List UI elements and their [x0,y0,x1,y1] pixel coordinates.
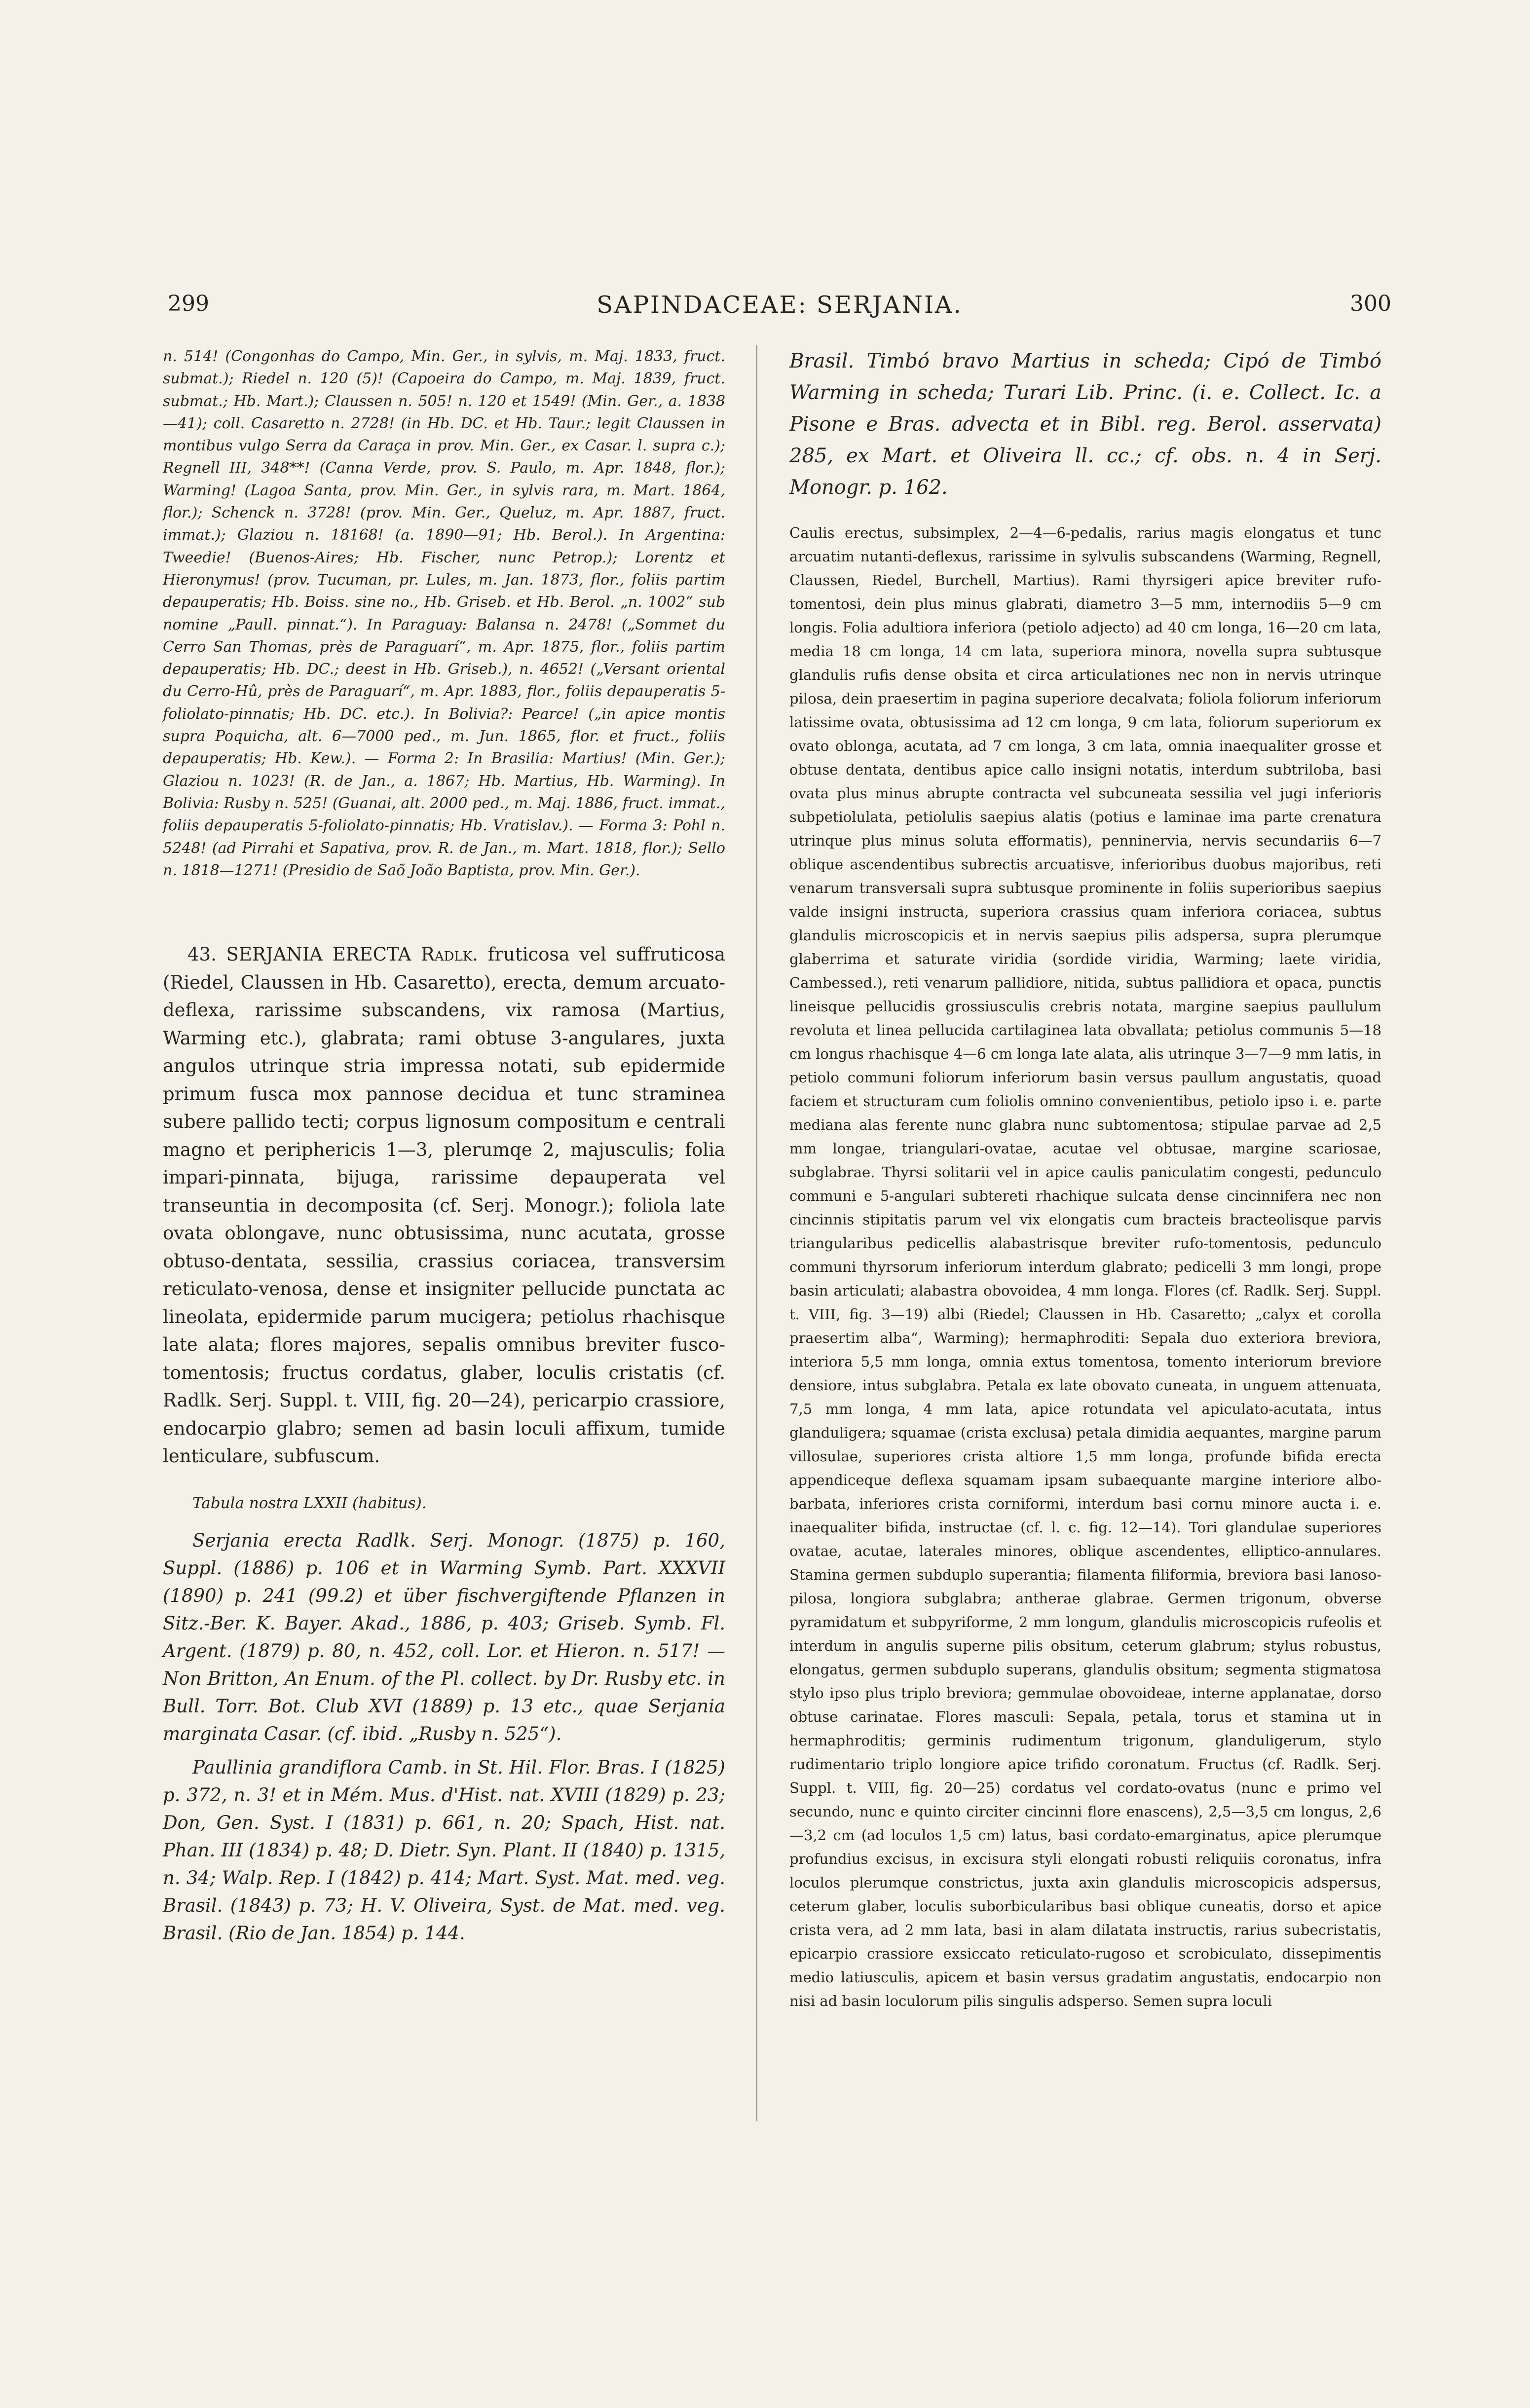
page-header [168,291,1391,331]
vernacular-names: Brasil. Timbó bravo Martius in scheda; Cipó de Timbó Warming in scheda; Turari Lib. Princ. (i. e. Collect. Ic. a Pisone e Bras. advecta et in Bibl. reg. Berol. asservata) 285, ex Mart. et Oliveira ll. cc.; cf. obs. n. 4 in Serj. Monogr. p. 162. [789,350,1381,499]
morphological-description: Caulis erectus, subsimplex, 2—4—6-pedalis, rarius magis elongatus et tunc arcuatim nutanti-deflexus, rarissime in sylvulis subscandens (Warming, Regnell, Claussen, Riedel, Burchell, Martius). Rami thyrsigeri apice breviter rufo-tomentosi, dein plus minus glabrati, diametro 3—5 mm, internodiis 5—9 cm longis. Folia adultiora inferiora (petiolo adjecto) ad 40 cm longa, 16—20 cm lata, media 18 cm longa, 14 cm lata, superiora minora, novella supra subtusque glandulis rufis dense obsita et circa articulationes nec non in nervis utrinque pilosa, dein praesertim in pagina superiore decalvata; foliola foliorum inferiorum latissime ovata, obtusissima ad 12 cm longa, 9 cm lata, foliorum superiorum ex ovato oblonga, acutata, ad 7 cm longa, 3 cm lata, omnia inaequaliter grosse et obtuse dentata, dentibus apice callo insigni notatis, interdum subtriloba, basi ovata plus minus abrupte contracta vel subcuneata sessilia vel jugi inferioris subpetiolulata, petiolulis saepius alatis (potius e laminae ima parte crenatura utrinque plus minus soluta efformatis), penninervia, nervis secundariis 6—7 oblique ascendentibus subrectis arcuatisve, inferioribus duobus majoribus, reti venarum transversali supra subtusque prominente in foliis superioribus saepius valde insigni instructa, superiora crassius quam inferiora coriacea, subtus glandulis microscopicis et in nervis saepius pilis adspersa, supra plerumque glaberrima et saturate viridia (sordide viridia, Warming; laete viridia, Cambessed.), reti venarum pallidiore, nitida, subtus pallidiora et opaca, punctis lineisque pellucidis grossiusculis crebris notata, margine saepius paullulum revoluta et linea pellucida cartilaginea lata obvallata; petiolus communis 5—18 cm longus rhachisque 4—6 cm longa late alata, alis utrinque 3—7—9 mm latis, in petiolo communi foliorum inferiorum basin versus paullum angustatis, quoad faciem et structuram cum foliolis omnino convenientibus, petiolo ipso i. e. parte mediana alas ferente nunc glabra nunc subtomentosa; stipulae parvae ad 2,5 mm longae, triangulari-ovatae, acutae vel obtusae, margine scariosae, subglabrae. Thyrsi solitarii vel in apice caulis paniculatim congesti, pedunculo communi e 5-angulari subtereti rhachique sulcata dense cincinnifera nec non cincinnis stipitatis parum vel vix elongatis cum bracteis bracteolisque parvis triangularibus pedicellis alabastrisque breviter rufo-tomentosis, pedunculo communi thyrsorum inferiorum interdum glabrato; pedicelli 3 mm longi, prope basin articulati; alabastra obovoidea, 4 mm longa. Flores (cf. Radlk. Serj. Suppl. t. VIII, fig. 3—19) albi (Riedel; Claussen in Hb. Casaretto; „calyx et corolla praesertim alba“, Warming); hermaphroditi: Sepala duo exteriora breviora, interiora 5,5 mm longa, omnia extus tomentosa, tomento interiorum breviore densiore, intus subglabra. Petala ex late obovato cuneata, in unguem attenuata, 7,5 mm longa, 4 mm lata, apice rotundata vel apiculato-acutata, intus glanduligera; squamae (crista exclusa) petala dimidia aequantes, margine parum villosulae, superiores crista altiore 1,5 mm longa, profunde bifida erecta appendiceque deflexa squamam ipsam subaequante margine interiore albo-barbata, inferiores crista corniformi, interdum basi cornu minore aucta i. e. inaequaliter bifida, instructae (cf. l. c. fig. 12—14). Tori glandulae superiores ovatae, acutae, laterales minores, oblique ascendentes, elliptico-annulares. Stamina germen subduplo superantia; filamenta filiformia, breviora basi lanoso-pilosa, longiora subglabra; antherae glabrae. Germen trigonum, obverse pyramidatum et subpyriforme, 2 mm longum, glandulis microscopicis rufeolis et interdum in angulis superne pilis obsitum, ceterum glabrum; stylus robustus, elongatus, germen subduplo superans, glandulis obsitum; segmenta stigmatosa stylo ipso plus triplo breviora; gemmulae obovoideae, interne applanatae, dorso obtuse carinatae. Flores masculi: Sepala, petala, torus et stamina ut in hermaphroditis; germinis rudimentum trigonum, glanduligerum, stylo rudimentario triplo longiore apice trifido coronatum. Fructus (cf. Radlk. Serj. Suppl. t. VIII, fig. 20—25) cordatus vel cordato-ovatus (nunc e primo vel secundo, nunc e quinto circiter cincinni flore enascens), 2,5—3,5 cm longus, 2,6—3,2 cm (ad loculos 1,5 cm) latus, basi cordato-emarginatus, apice plerumque profundius excisus, in excisura styli elongati robusti reliquiis coronatus, infra loculos plerumque constrictus, juxta axin glandulis microscopicis adspersus, ceterum glaber, loculis suborbicularibus basi oblique cuneatis, dorso et apice crista vera, ad 2 mm lata, basi in alam dilatata instructis, rarius subecristatis, epicarpio crassiore exsiccato reticulato-rugoso et scrobiculato, dissepimentis medio latiusculis, apicem et basin versus gradatim angustatis, endocarpio non nisi ad basin loculorum pilis singulis adsperso. Semen supra loculi [789,524,1381,2009]
synonym-paullinia-grandiflora: Paullinia grandiflora Camb. in St. Hil. Flor. Bras. I (1825) p. 372, n. 3! et in Mém. Mus. d'Hist. nat. XVIII (1829) p. 23; Don, Gen. Syst. I (1831) p. 661, n. 20; Spach, Hist. nat. Phan. III (1834) p. 48; D. Dietr. Syn. Plant. II (1840) p. 1315, n. 34; Walp. Rep. I (1842) p. 414; Mart. Syst. Mat. med. veg. Brasil. (1843) p. 73; H. V. Oliveira, Syst. de Mat. med. veg. Brasil. (Rio de Jan. 1854) p. 144. [163,1756,725,1944]
running-title: SAPINDACEAE: SERJANIA. [597,291,963,319]
left-column [163,345,725,1953]
species-name: SERJANIA ERECTA [226,944,411,965]
tabula-reference: Tabula nostra LXXII (habitus). [192,1494,427,1512]
column-divider [756,345,757,2121]
right-column [789,345,1381,2013]
species-number: 43. [187,944,217,965]
species-author: Radlk. [421,944,478,965]
page-number-right: 300 [1350,291,1391,316]
synonym-serjania-erecta: Serjania erecta Radlk. Serj. Monogr. (1875) p. 160, Suppl. (1886) p. 106 et in Warming Symb. Part. XXXVII (1890) p. 241 (99.2) et über fischvergiftende Pflanzen in Sitz.-Ber. K. Bayer. Akad., 1886, p. 403; Griseb. Symb. Fl. Argent. (1879) p. 80, n. 452, coll. Lor. et Hieron. n. 517! — Non Britton, An Enum. of the Pl. collect. by Dr. Rusby etc. in Bull. Torr. Bot. Club XVI (1889) p. 13 etc., quae Serjania marginata Casar. (cf. ibid. „Rusby n. 525“). [163,1529,725,1744]
page-number-left: 299 [168,291,209,316]
specimens-text: n. 514! (Congonhas do Campo, Min. Ger., in sylvis, m. Maj. 1833, fruct. submat.); Riedel n. 120 (5)! (Capoeira do Campo, m. Maj. 1839, fruct. submat.; Hb. Mart.); Claussen n. 505! n. 120 et 1549! (Min. Ger., a. 1838—41); coll. Casaretto n. 2728! (in Hb. DC. et Hb. Taur.; legit Claussen in montibus vulgo Serra da Caraça in prov. Min. Ger., ex Casar. l. supra c.); Regnell III, 348**! (Canna Verde, prov. S. Paulo, m. Apr. 1848, flor.); Warming! (Lagoa Santa, prov. Min. Ger., in sylvis rara, m. Mart. 1864, flor.); Schenck n. 3728! (prov. Min. Ger., Queluz, m. Apr. 1887, fruct. immat.); Glaziou n. 18168! (a. 1890—91; Hb. Berol.). In Argentina: Tweedie! (Buenos-Aires; Hb. Fischer, nunc Petrop.); Lorentz et Hieronymus! (prov. Tucuman, pr. Lules, m. Jan. 1873, flor., foliis partim depauperatis; Hb. Boiss. sine no., Hb. Griseb. et Hb. Berol. „n. 1002“ sub nomine „Paull. pinnat.“). In Paraguay: Balansa n. 2478! („Sommet du Cerro San Thomas, près de Paraguarí“, m. Apr. 1875, flor., foliis partim depauperatis; Hb. DC.; deest in Hb. Griseb.), n. 4652! („Versant oriental du Cerro-Hû, près de Paraguarí“, m. Apr. 1883, flor., foliis depauperatis 5-foliolato-pinnatis; Hb. DC. etc.). In Bolivia?: Pearce! („in apice montis supra Poquicha, alt. 6—7000 ped., m. Jun. 1865, flor. et fruct., foliis depauperatis; Hb. Kew.). — Forma 2: In Brasilia: Martius! (Min. Ger.); Glaziou n. 1023! (R. de Jan., a. 1867; Hb. Martius, Hb. Warming). In Bolivia: Rusby n. 525! (Guanai, alt. 2000 ped., m. Maj. 1886, fruct. immat., foliis depauperatis 5-foliolato-pinnatis; Hb. Vratislav.). — Forma 3: Pohl n. 5248! (ad Pirrahi et Sapativa, prov. R. de Jan., m. Mart. 1818, flor.); Sello n. 1818—1271! (Presidio de Saõ João Baptista, prov. Min. Ger.). [163,348,725,879]
species-diagnosis: fruticosa vel suffruticosa (Riedel, Claussen in Hb. Casaretto), erecta, demum arcuato-deflexa, rarissime subscandens, vix ramosa (Martius, Warming etc.), glabrata; rami obtuse 3-angulares, juxta angulos utrinque stria impressa notati, sub epidermide primum fusca mox pannose decidua et tunc straminea subere pallido tecti; corpus lignosum compositum e centrali magno et periphericis 1—3, plerumqe 2, majusculis; folia impari-pinnata, bijuga, rarissime depauperata vel transeuntia in decomposita (cf. Serj. Monogr.); foliola late ovata oblongave, nunc obtusissima, nunc acutata, grosse obtuso-dentata, sessilia, crassius coriacea, transversim reticulato-venosa, dense et insigniter pellucide punctata ac lineolata, epidermide parum mucigera; petiolus rhachisque late alata; flores majores, sepalis omnibus breviter fusco-tomentosis; fructus cordatus, glaber, loculis cristatis (cf. Radlk. Serj. Suppl. t. VIII, fig. 20—24), pericarpio crassiore, endocarpio glabro; semen ad basin loculi affixum, tumide lenticulare, subfuscum. [163,944,725,1467]
species-description [163,941,725,1471]
